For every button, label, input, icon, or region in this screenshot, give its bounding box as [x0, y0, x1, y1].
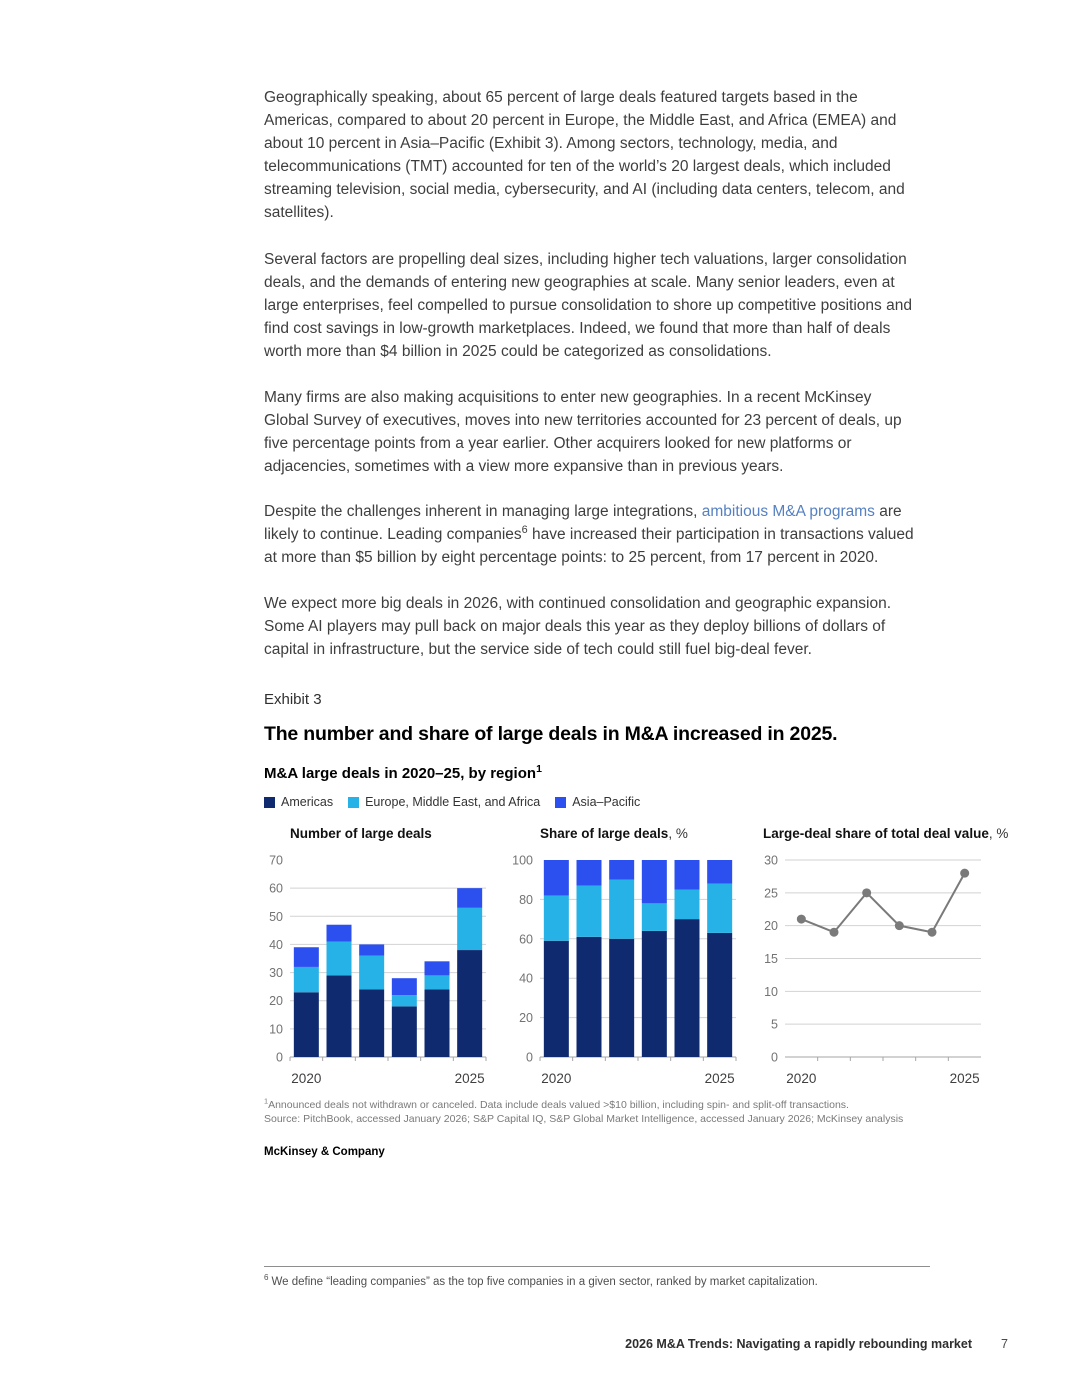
legend-item [348, 795, 540, 809]
footnote-marker: 6 [521, 523, 528, 536]
y-axis-tick-label: 30 [269, 966, 283, 981]
text-run: Despite the challenges inherent in managing large integrations, [264, 502, 702, 520]
chart-title-text: Share of large deals [540, 826, 669, 841]
legend-label: Europe, Middle East, and Africa [365, 795, 541, 809]
y-axis-tick-label: 50 [269, 909, 283, 924]
chart-title-large-deal-share [763, 826, 1008, 841]
exhibit-subtitle-text: M&A large deals in 2020–25, by region [264, 765, 537, 782]
bar-segment-4 [675, 890, 700, 920]
x-axis-year-label: 2020 [291, 1071, 322, 1086]
footnote-source-text: Source: PitchBook, accessed January 2026; S&P Capital IQ, S&P Global Market Intelligence, accessed January 2026; McKinsey analysis [264, 1113, 904, 1125]
legend-swatch-icon [348, 797, 359, 808]
bar-segment-4 [425, 975, 450, 989]
chart-large-deal-share-line [749, 848, 991, 1088]
bar-segment-1 [577, 860, 602, 886]
bar-segment-0 [544, 860, 569, 895]
y-axis-tick-label: 0 [526, 1050, 533, 1065]
data-point [797, 915, 806, 924]
y-axis-tick-label: 20 [764, 919, 778, 934]
data-point [960, 869, 969, 878]
trend-line [801, 873, 964, 932]
footer-page-number: 7 [1001, 1337, 1008, 1351]
x-axis-year-label: 2025 [704, 1071, 735, 1086]
y-axis-tick-label: 20 [269, 994, 283, 1009]
bar-segment-0 [294, 967, 319, 992]
legend-label: Asia–Pacific [572, 795, 641, 809]
y-axis-tick-label: 30 [764, 853, 778, 868]
text-run: have increased their participation in transactions valued at more than $5 billion by eight percentage points: to 25 percent, from 17 percent in 2020. [264, 525, 914, 566]
x-axis-year-label: 2025 [454, 1071, 485, 1086]
bar-segment-0 [544, 941, 569, 1057]
bar-segment-3 [642, 903, 667, 931]
bar-segment-5 [707, 884, 732, 933]
footnote-text: We define “leading companies” as the top five companies in a given sector, ranked by market capitalization. [271, 1276, 818, 1288]
body-paragraph [264, 386, 920, 478]
x-axis-year-label: 2025 [949, 1071, 980, 1086]
y-axis-tick-label: 20 [519, 1011, 533, 1026]
body-paragraph [264, 86, 920, 224]
text-run: Many firms are also making acquisitions to enter new geographies. In a recent McKinsey Global Survey of executives, moves into new territories accounted for 23 percent of deals, up five percentage points from a year earlier. Other acquirers looked for new platforms or adjacencies, sometimes with a view more expansive than in previous years. [264, 388, 902, 475]
bar-segment-3 [392, 1006, 417, 1057]
bar-segment-4 [425, 989, 450, 1057]
exhibit-subtitle [264, 765, 542, 782]
bar-segment-1 [327, 925, 352, 942]
footer-report-title: 2026 M&A Trends: Navigating a rapidly rebounding market [625, 1337, 972, 1351]
bar-segment-2 [609, 939, 634, 1057]
exhibit-heading: The number and share of large deals in M&A increased in 2025. [264, 723, 838, 745]
mckinsey-branding: McKinsey & Company [264, 1146, 385, 1158]
y-axis-tick-label: 40 [519, 971, 533, 986]
exhibit-footnote-line2 [264, 1112, 903, 1126]
bar-segment-2 [609, 860, 634, 880]
bar-segment-3 [392, 995, 417, 1006]
chart-legend [264, 795, 640, 809]
legend-swatch-icon [555, 797, 566, 808]
chart-title-suffix: , % [668, 826, 688, 841]
exhibit-footnote [264, 1098, 903, 1126]
y-axis-tick-label: 10 [764, 984, 778, 999]
y-axis-tick-label: 60 [519, 932, 533, 947]
footnote-marker: 1 [264, 1096, 269, 1106]
legend-item [555, 795, 640, 809]
exhibit-subtitle-footnote-marker: 1 [536, 763, 542, 775]
text-run: Geographically speaking, about 65 percent of large deals featured targets based in the Americas, compared to about 20 percent in Europe, the Middle East, and Africa (EMEA) and about 10 percent in Asia–Pacific (Exhibit 3). Among sectors, technology, media, and telecommunications (TMT) accounted for ten of the world’s 20 largest deals, which included streaming television, social media, cybersecurity, and AI (including data centers, telecom, and satellites). [264, 88, 905, 221]
y-axis-tick-label: 0 [771, 1050, 778, 1065]
chart-title-text: Large-deal share of total deal value [763, 826, 989, 841]
y-axis-tick-label: 60 [269, 881, 283, 896]
bar-segment-0 [294, 947, 319, 967]
bar-segment-4 [675, 919, 700, 1057]
bar-segment-5 [457, 908, 482, 950]
y-axis-tick-label: 25 [764, 886, 778, 901]
bar-segment-1 [577, 886, 602, 937]
bar-segment-0 [544, 895, 569, 940]
bar-segment-0 [294, 992, 319, 1057]
data-point [830, 928, 839, 937]
chart-title-share-of-large-deals [540, 826, 688, 841]
bar-segment-2 [609, 880, 634, 939]
bar-segment-4 [675, 860, 700, 890]
legend-item [264, 795, 333, 809]
bar-segment-2 [359, 989, 384, 1057]
bar-segment-2 [359, 956, 384, 990]
footnote-marker: 6 [264, 1273, 269, 1283]
exhibit-footnote-line1 [264, 1098, 903, 1112]
legend-swatch-icon [264, 797, 275, 808]
data-point [895, 921, 904, 930]
bar-segment-3 [642, 931, 667, 1057]
y-axis-tick-label: 100 [512, 853, 533, 868]
y-axis-tick-label: 40 [269, 937, 283, 952]
inline-link[interactable]: ambitious M&A programs [701, 502, 875, 520]
bar-segment-5 [457, 888, 482, 908]
data-point [928, 928, 937, 937]
y-axis-tick-label: 80 [519, 892, 533, 907]
page-footnote [264, 1273, 944, 1288]
x-axis-year-label: 2020 [786, 1071, 817, 1086]
bar-segment-1 [327, 975, 352, 1057]
y-axis-tick-label: 10 [269, 1022, 283, 1037]
y-axis-tick-label: 0 [276, 1050, 283, 1065]
chart-share-of-large-deals [504, 848, 746, 1088]
bar-segment-1 [577, 937, 602, 1057]
y-axis-tick-label: 70 [269, 853, 283, 868]
text-run: We expect more big deals in 2026, with continued consolidation and geographic expansion. Some AI players may pull back on major deals this year as they deploy billions of dollars of capital in infrastructure, but the service side of tech could still fuel big-deal fever. [264, 594, 892, 658]
bar-segment-5 [707, 860, 732, 884]
legend-label: Americas [281, 795, 334, 809]
body-paragraph [264, 500, 920, 569]
bar-segment-1 [327, 942, 352, 976]
bar-segment-5 [457, 950, 482, 1057]
body-paragraph [264, 592, 920, 661]
chart-title-suffix: , % [988, 826, 1009, 841]
chart-title-text: Number of large deals [290, 826, 432, 841]
bar-segment-3 [392, 978, 417, 995]
x-axis-year-label: 2020 [541, 1071, 572, 1086]
y-axis-tick-label: 5 [771, 1017, 778, 1032]
exhibit-label: Exhibit 3 [264, 691, 322, 708]
chart-number-of-large-deals [254, 848, 496, 1088]
text-run: Several factors are propelling deal sizes, including higher tech valuations, larger consolidation deals, and the demands of entering new geographies at scale. Many senior leaders, even at large enterprises, feel compelled to pursue consolidation to shore up competitive positions and find cost savings in low-growth marketplaces. Indeed, we found that more than half of deals worth more than $4 billion in 2025 could be categorized as consolidations. [264, 250, 912, 360]
bar-segment-3 [642, 860, 667, 903]
bar-segment-5 [707, 933, 732, 1057]
y-axis-tick-label: 15 [764, 952, 778, 966]
footnote-divider [264, 1266, 930, 1267]
body-paragraph [264, 248, 920, 363]
data-point [862, 888, 871, 897]
bar-segment-2 [359, 944, 384, 955]
text-run: are likely to continue. Leading companies [264, 502, 902, 543]
chart-title-number-of-large-deals [290, 826, 432, 841]
bar-segment-4 [425, 961, 450, 975]
footnote-text: Announced deals not withdrawn or canceled. Data include deals valued >$10 billion, including spin- and split-off transactions. [268, 1099, 849, 1111]
